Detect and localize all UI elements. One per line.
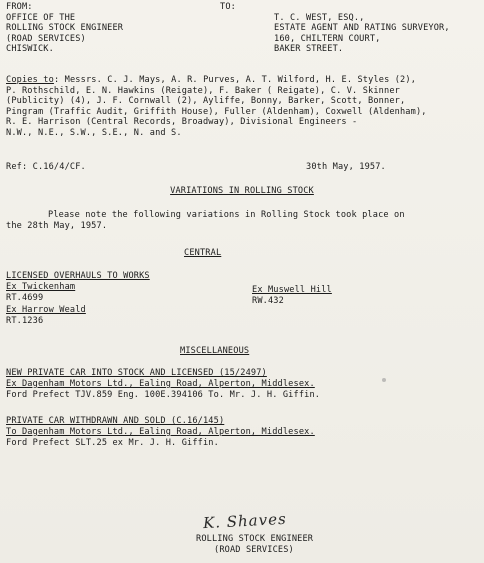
ink-smudge: [382, 378, 386, 382]
withdrawn-car-detail: Ford Prefect SLT.25 ex Mr. J. H. Giffin.: [6, 438, 219, 448]
copies-line: R. E. Harrison (Central Records, Broadway), Divisional Engineers -: [6, 117, 358, 128]
central-heading: CENTRAL: [184, 248, 222, 258]
from-line: (ROAD SERVICES): [6, 33, 86, 44]
to-line: BAKER STREET.: [274, 44, 344, 55]
copies-line: (Publicity) (4), J. F. Cornwall (2), Ayliffe, Bonny, Barker, Scott, Bonner,: [6, 96, 406, 107]
new-car-heading: NEW PRIVATE CAR INTO STOCK AND LICENSED (15/2497): [6, 368, 267, 378]
copies-text: : Messrs. C. J. Mays, A. R. Purves, A. T. Wilford, H. E. Styles (2),: [54, 75, 417, 85]
to-line: T. C. WEST, ESQ.,: [274, 12, 365, 23]
licensed-overhauls-heading: LICENSED OVERHAULS TO WORKS: [6, 271, 150, 281]
to-line: ESTATE AGENT AND RATING SURVEYOR,: [274, 23, 450, 34]
to-label: TO:: [220, 2, 236, 12]
memo-date: 30th May, 1957.: [306, 162, 386, 172]
to-block: [274, 13, 450, 55]
vehicle-rt1236: RT.1236: [6, 316, 44, 326]
from-line: ROLLING STOCK ENGINEER: [6, 23, 124, 34]
copies-line: Pingram (Traffic Audit, Griffith House), Fuller (Aldenham), Coxwell (Aldenham),: [6, 106, 427, 117]
withdrawn-car-heading: PRIVATE CAR WITHDRAWN AND SOLD (C.16/145): [6, 416, 225, 426]
copies-line: P. Rothschild, E. N. Hawkins (Reigate), F. Baker ( Reigate), C. V. Skinner: [6, 85, 400, 96]
reference: Ref: C.16/4/CF.: [6, 162, 86, 172]
ex-twickenham: Ex Twickenham: [6, 282, 76, 292]
copies-line: N.W., N.E., S.W., S.E., N. and S.: [6, 127, 182, 138]
copies-block: [6, 86, 427, 139]
vehicle-rw432: RW.432: [252, 296, 284, 306]
miscellaneous-heading: MISCELLANEOUS: [180, 346, 250, 356]
handwritten-signature: K. Shaves: [202, 509, 288, 533]
from-block: [6, 2, 123, 55]
signature-title: ROLLING STOCK ENGINEER: [196, 534, 314, 544]
subject-text: VARIATIONS IN ROLLING STOCK: [170, 186, 314, 196]
vehicle-rt4699: RT.4699: [6, 293, 44, 303]
from-line: CHISWICK.: [6, 44, 54, 55]
intro-line: Please note the following variations in Rolling Stock took place on: [48, 210, 405, 220]
signature-dept: (ROAD SERVICES): [214, 545, 294, 555]
from-label: FROM:: [6, 2, 33, 12]
withdrawn-car-buyer: To Dagenham Motors Ltd., Ealing Road, Alperton, Middlesex.: [6, 427, 315, 437]
ex-harrow-weald: Ex Harrow Weald: [6, 305, 86, 315]
copies-line: Messrs. C. J. Mays, A. R. Purves, A. T. Wilford, H. E. Styles (2),: [64, 75, 417, 85]
subject-heading: [0, 186, 484, 197]
ex-muswell-hill: Ex Muswell Hill: [252, 285, 332, 295]
new-car-detail: Ford Prefect TJV.859 Eng. 100E.394106 To. Mr. J. H. Giffin.: [6, 390, 321, 400]
to-line: 160, CHILTERN COURT,: [274, 33, 381, 44]
new-car-supplier: Ex Dagenham Motors Ltd., Ealing Road, Alperton, Middlesex.: [6, 379, 315, 389]
from-line: OFFICE OF THE: [6, 12, 76, 23]
intro-line: the 28th May, 1957.: [6, 221, 108, 231]
copies-label: Copies to: [6, 75, 54, 85]
